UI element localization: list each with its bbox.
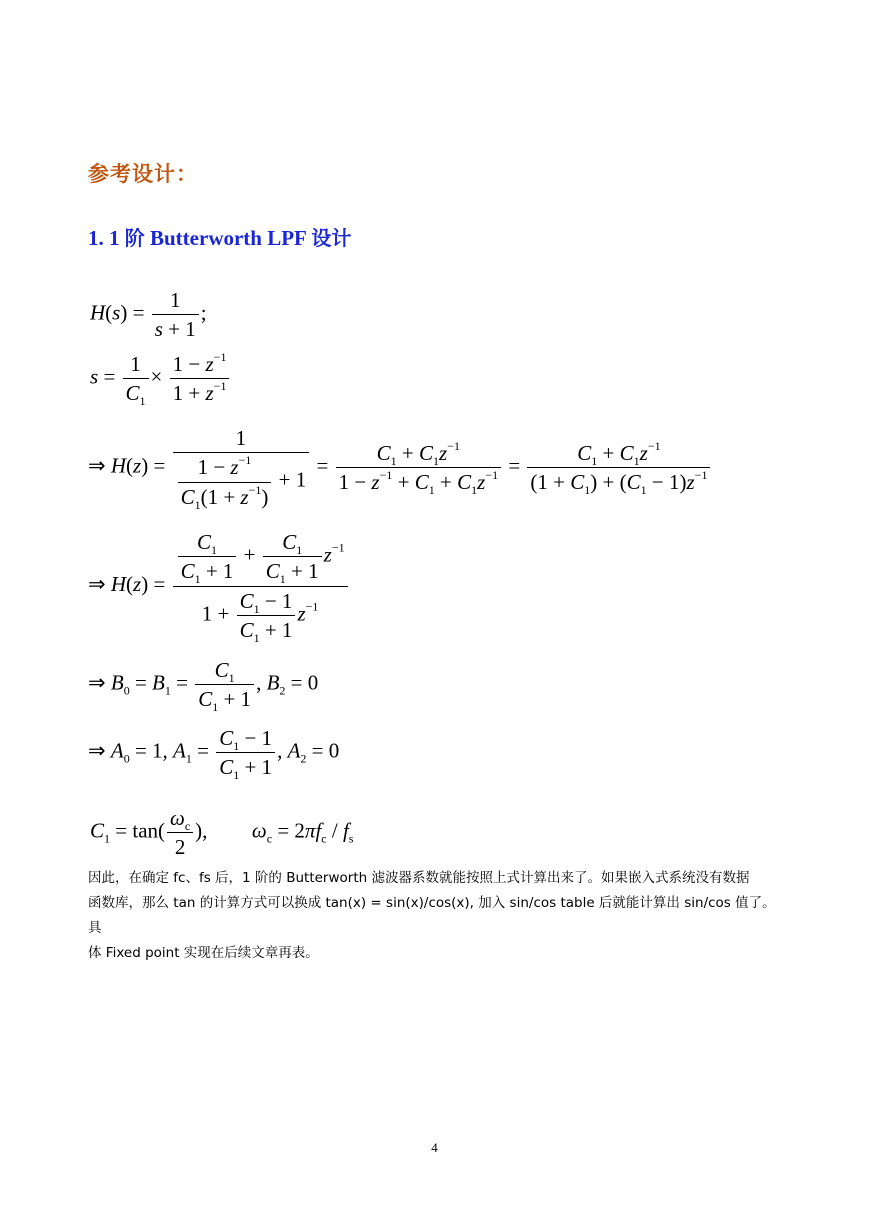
paragraph-line-2: 函数库，那么 tan 的计算方式可以换成 tan(x) = sin(x)/cos(x), 加入 sin/cos table 后就能计算出 sin/cos 值了。具	[88, 895, 776, 936]
equation-hz-normalized: ⇒ H(z) = $\frac{C_1}{C_1 + 1}$ + $\frac{C_1}{C_1 + 1}$ $z^{-1}$ 1 + $\frac{C_1 - 1}{C_1 + 1}$ $z^{-1}$	[88, 528, 350, 644]
section-heading	[88, 222, 351, 251]
explanation-paragraph	[88, 866, 788, 966]
section-title: Butterworth LPF	[150, 226, 307, 250]
page-number: 4	[431, 1140, 438, 1155]
equation-hs: H(s) = $\frac{1}{s + 1}$ ;	[90, 288, 207, 342]
equation-c1-tan: $C_1 = \tan$( $\frac{\omega_c}{2}$ ), $\omega_c = 2\pi f_c / f_s$	[90, 806, 354, 860]
paragraph-line-1: 因此，在确定 fc、fs 后，1 阶的 Butterworth 滤波器系数就能按照上式计算出来了。如果嵌入式系统没有数据	[88, 870, 750, 886]
section-cjk-prefix: 阶	[124, 226, 145, 250]
equation-hz-derivation: ⇒ H(z) = 1 $\frac{1 - z^{-1}}{C_1(1 + z^{-1})}$ + 1 = $\frac{C_1 + C_1z^{-1}}{1 - z^{-1} + C_1 + C_1z^{-1}}$ = $\frac{C_1 + C_1z^{-1}}{(1 + C_1) + (C_1 - 1)z^{-1}}$	[88, 424, 712, 511]
equation-s-bilinear: s = $\frac{1}{C_1}$ × $\frac{1 - z^{-1}}{1 + z^{-1}}$	[90, 350, 231, 408]
reference-design-heading: 参考设计：	[88, 162, 198, 186]
equation-b-coefficients: ⇒ $B_0 = B_1$ = $\frac{C_1}{C_1 + 1}$ , $B_2 = 0$	[88, 658, 319, 715]
paragraph-line-3: 体 Fixed point 实现在后续文章再表。	[88, 945, 319, 961]
section-number: 1. 1	[88, 226, 120, 250]
equation-a-coefficients: ⇒ $A_0 = 1$, $A_1$ = $\frac{C_1 - 1}{C_1 + 1}$ , $A_2 = 0$	[88, 726, 340, 783]
section-cjk-suffix: 设计	[311, 226, 352, 250]
